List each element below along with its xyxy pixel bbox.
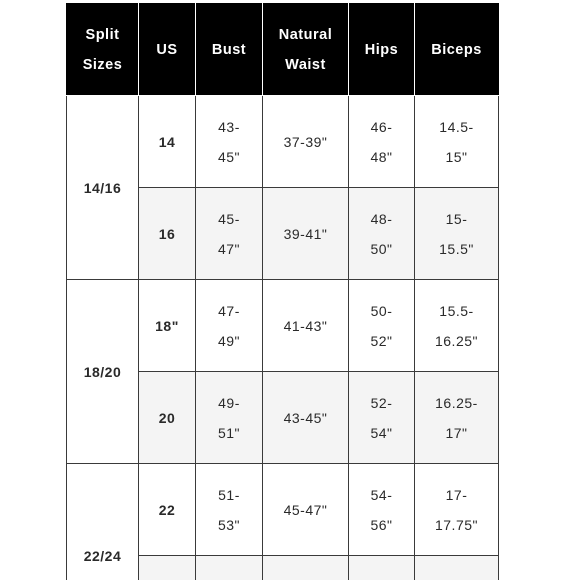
waist-cell: 43-45" xyxy=(263,372,349,464)
waist-cell: 39-41" xyxy=(263,188,349,280)
biceps-cell: 14.5- 15" xyxy=(415,96,499,188)
hips-cell: 48- 50" xyxy=(349,188,415,280)
header-hips: Hips xyxy=(349,4,415,96)
bust-cell: 45- 47" xyxy=(196,188,263,280)
biceps-cell: 16.25- 17" xyxy=(415,372,499,464)
hips-cell xyxy=(349,556,415,580)
us-size-cell xyxy=(139,556,196,580)
header-split-sizes: Split Sizes xyxy=(67,4,139,96)
us-size-cell: 18" xyxy=(139,280,196,372)
hips-cell: 50- 52" xyxy=(349,280,415,372)
waist-cell: 45-47" xyxy=(263,464,349,556)
hips-cell: 52- 54" xyxy=(349,372,415,464)
bust-cell xyxy=(196,556,263,580)
header-row xyxy=(67,4,499,96)
us-size-cell: 22 xyxy=(139,464,196,556)
biceps-cell: 15- 15.5" xyxy=(415,188,499,280)
hips-cell: 46- 48" xyxy=(349,96,415,188)
hips-cell: 54- 56" xyxy=(349,464,415,556)
split-size-cell: 14/16 xyxy=(67,96,139,280)
biceps-cell: 17- 17.75" xyxy=(415,464,499,556)
waist-cell: 41-43" xyxy=(263,280,349,372)
us-size-cell: 14 xyxy=(139,96,196,188)
waist-cell: 37-39" xyxy=(263,96,349,188)
bust-cell: 51- 53" xyxy=(196,464,263,556)
table-row xyxy=(67,464,499,556)
header-bust: Bust xyxy=(196,4,263,96)
header-biceps: Biceps xyxy=(415,4,499,96)
bust-cell: 43- 45" xyxy=(196,96,263,188)
us-size-cell: 16 xyxy=(139,188,196,280)
bust-cell: 47- 49" xyxy=(196,280,263,372)
header-us: US xyxy=(139,4,196,96)
table-row xyxy=(67,280,499,372)
split-size-cell: 22/24 xyxy=(67,464,139,580)
biceps-cell xyxy=(415,556,499,580)
us-size-cell: 20 xyxy=(139,372,196,464)
bust-cell: 49- 51" xyxy=(196,372,263,464)
biceps-cell: 15.5- 16.25" xyxy=(415,280,499,372)
header-natural-waist: Natural Waist xyxy=(263,4,349,96)
split-size-cell: 18/20 xyxy=(67,280,139,464)
size-chart-table xyxy=(66,3,499,580)
table-row xyxy=(67,96,499,188)
waist-cell xyxy=(263,556,349,580)
